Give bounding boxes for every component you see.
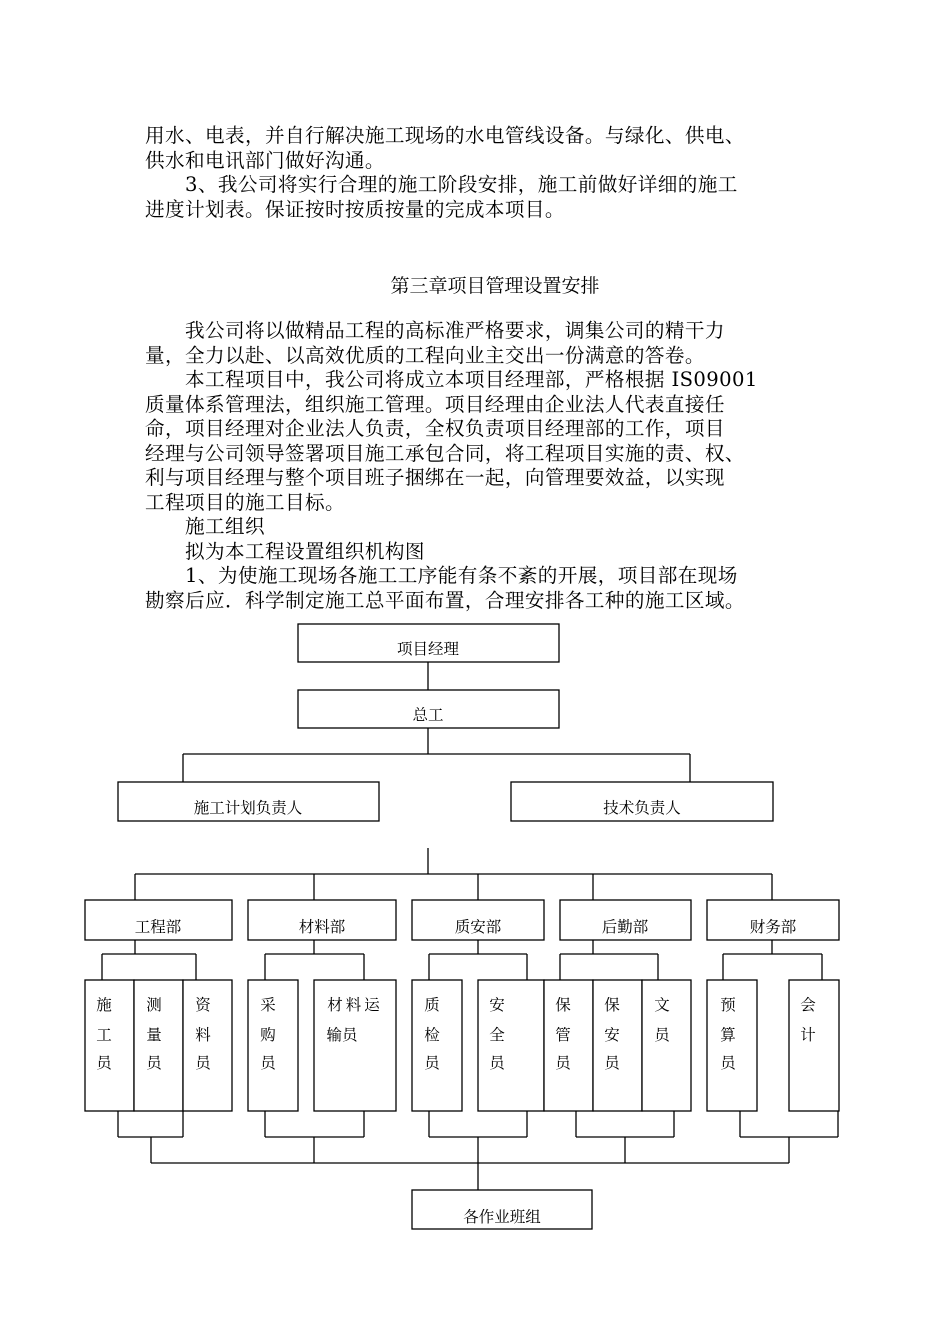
box-char: 员 xyxy=(720,1054,736,1072)
text-line: 用水、电表，并自行解决施工现场的水电管线设备。与绿化、供电、 xyxy=(145,124,745,147)
text-line: 施工组织 xyxy=(145,515,265,538)
box-dept-finance xyxy=(707,900,839,940)
box-char: 量 xyxy=(146,1026,162,1044)
box-label: 项目经理 xyxy=(396,640,460,658)
box-staff-budgeter xyxy=(707,980,757,1111)
box-char: 安 xyxy=(489,996,505,1014)
box-staff-safety-officer xyxy=(478,980,544,1111)
box-chief-engineer xyxy=(298,690,559,728)
box-char: 料 xyxy=(195,1026,211,1044)
box-staff-storekeeper xyxy=(544,980,593,1111)
box-char: 安 xyxy=(604,1026,620,1044)
text-line: 经理与公司领导签署项目施工承包合同，将工程项目实施的责、权、 xyxy=(145,441,745,465)
box-dept-quality-safety xyxy=(412,900,544,940)
box-staff-security xyxy=(593,980,642,1111)
box-label: 财务部 xyxy=(749,918,797,936)
box-char: 员 xyxy=(604,1054,620,1072)
box-char: 员 xyxy=(555,1054,571,1072)
chapter-title: 第三章项目管理设置安排 xyxy=(390,275,600,297)
box-char: 员 xyxy=(424,1054,440,1072)
box-label: 材料部 xyxy=(298,918,346,936)
box-dept-engineering xyxy=(85,900,232,940)
box-char: 文 xyxy=(654,996,670,1014)
box-char: 全 xyxy=(489,1026,505,1044)
box-dept-materials xyxy=(248,900,396,940)
box-label: 技术负责人 xyxy=(603,799,681,817)
box-char: 测 xyxy=(146,996,162,1014)
box-char: 材料运 xyxy=(327,996,383,1014)
box-work-teams xyxy=(412,1190,592,1229)
box-char: 员 xyxy=(489,1054,505,1072)
box-char: 员 xyxy=(654,1026,670,1044)
box-char: 计 xyxy=(800,1026,816,1044)
box-label: 总工 xyxy=(412,706,444,724)
text-line: 量，全力以赴、以高效优质的工程向业主交出一份满意的答卷。 xyxy=(145,343,705,367)
text-line: 本工程项目中，我公司将成立本项目经理部，严格根据 IS09001 xyxy=(145,368,758,391)
box-staff-survey xyxy=(134,980,183,1111)
box-dept-logistics xyxy=(560,900,691,940)
box-label: 各作业班组 xyxy=(463,1208,541,1226)
box-char: 保 xyxy=(555,996,571,1014)
text-line: 进度计划表。保证按时按质按量的完成本项目。 xyxy=(145,197,565,221)
text-line: 利与项目经理与整个项目班子捆绑在一起，向管理要效益，以实现 xyxy=(145,466,725,489)
box-char: 购 xyxy=(260,1026,276,1044)
box-char: 工 xyxy=(96,1026,112,1044)
box-char: 资 xyxy=(195,996,211,1014)
box-staff-material-transport xyxy=(314,980,396,1111)
box-char: 采 xyxy=(260,996,276,1014)
box-char: 算 xyxy=(720,1026,736,1044)
box-staff-accountant xyxy=(789,980,839,1111)
box-label: 质安部 xyxy=(454,918,502,936)
box-staff-purchasing xyxy=(248,980,298,1111)
box-char: 检 xyxy=(424,1026,440,1044)
box-char: 员 xyxy=(146,1054,162,1072)
text-line: 勘察后应．科学制定施工总平面布置，合理安排各工种的施工区域。 xyxy=(145,588,745,612)
box-char: 保 xyxy=(604,996,620,1014)
box-staff-quality-inspector xyxy=(412,980,462,1111)
text-line: 工程项目的施工目标。 xyxy=(145,490,345,514)
box-char: 员 xyxy=(96,1054,112,1072)
box-char: 会 xyxy=(800,996,816,1014)
box-staff-construction xyxy=(85,980,134,1111)
box-label: 后勤部 xyxy=(601,918,649,936)
box-char: 管 xyxy=(555,1026,571,1044)
text-line: 供水和电讯部门做好沟通。 xyxy=(145,148,385,172)
box-char: 施 xyxy=(96,996,112,1014)
box-staff-documents xyxy=(183,980,232,1111)
box-label: 工程部 xyxy=(134,918,182,936)
text-line: 3、我公司将实行合理的施工阶段安排，施工前做好详细的施工 xyxy=(145,173,738,196)
box-char: 质 xyxy=(424,996,440,1014)
box-tech-lead xyxy=(511,782,773,821)
box-char: 输员 xyxy=(326,1026,358,1044)
text-line: 我公司将以做精品工程的高标准严格要求，调集公司的精干力 xyxy=(145,319,725,342)
box-char: 员 xyxy=(195,1054,211,1072)
text-line: 1、为使施工现场各施工工序能有条不紊的开展，项目部在现场 xyxy=(145,564,738,587)
box-label: 施工计划负责人 xyxy=(193,799,303,817)
text-line: 命，项目经理对企业法人负责，全权负责项目经理部的工作，项目 xyxy=(145,417,725,440)
box-char: 员 xyxy=(260,1054,276,1072)
box-char: 预 xyxy=(720,996,736,1014)
box-plan-lead xyxy=(118,782,379,821)
text-line: 质量体系管理法，组织施工管理。项目经理由企业法人代表直接任 xyxy=(145,392,725,416)
box-project-manager xyxy=(298,624,559,662)
text-line: 拟为本工程设置组织机构图 xyxy=(145,539,425,563)
box-staff-clerk xyxy=(642,980,691,1111)
